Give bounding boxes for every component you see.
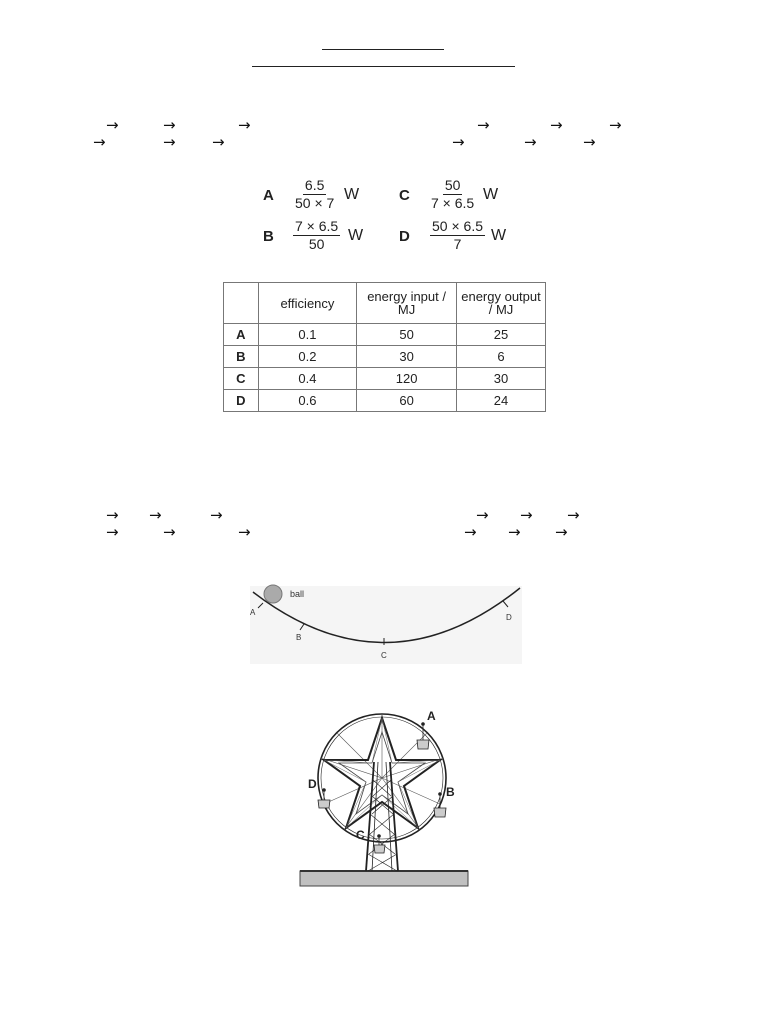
arrow-icon: → <box>106 523 119 541</box>
fraction-numerator: 7 × 6.5 <box>295 218 339 234</box>
row-label: D <box>224 390 259 412</box>
table-cell: 0.1 <box>258 324 356 346</box>
table-row <box>224 390 546 412</box>
table-header-cell <box>357 283 457 324</box>
fraction-denominator: 7 × 6.5 <box>431 195 475 211</box>
gondola-b <box>434 794 446 817</box>
title-rule-short <box>322 49 444 50</box>
arrow-icon: → <box>212 133 225 151</box>
arrow-icon: → <box>555 523 568 541</box>
table-row <box>224 324 546 346</box>
table-header-row <box>224 283 546 324</box>
fraction-denominator: 50 × 7 <box>295 195 335 211</box>
fraction-numerator: 50 <box>444 177 461 193</box>
table-row <box>224 346 546 368</box>
point-label-b: B <box>296 633 302 642</box>
fraction-numerator: 50 × 6.5 <box>432 218 483 234</box>
row-label: C <box>224 368 259 390</box>
option-unit: W <box>344 186 360 203</box>
arrow-icon: → <box>524 133 537 151</box>
ground <box>300 871 468 886</box>
table-cell: 30 <box>357 346 457 368</box>
point-label-c: C <box>356 828 365 842</box>
ferris-wheel-diagram <box>290 700 480 890</box>
table-header-cell: efficiency <box>258 283 356 324</box>
fraction-numerator: 6.5 <box>304 177 325 193</box>
option-unit: W <box>491 227 507 244</box>
point-marker <box>377 834 381 838</box>
arrow-icon: → <box>163 133 176 151</box>
option-fraction <box>430 219 485 252</box>
table-cell: 0.4 <box>258 368 356 390</box>
arrow-icon: → <box>508 523 521 541</box>
point-marker <box>322 788 326 792</box>
arrow-icon: → <box>106 506 119 524</box>
header-line: energy output / MJ <box>461 289 541 317</box>
option-fraction <box>295 178 334 211</box>
arrow-icon: → <box>210 506 223 524</box>
point-label-a: A <box>250 608 256 617</box>
point-label-a: A <box>427 709 436 723</box>
arrow-icon: → <box>163 116 176 134</box>
fraction-denominator: 50 <box>308 236 325 252</box>
point-marker <box>421 722 425 726</box>
option-letter: D <box>399 228 410 245</box>
point-label-b: B <box>446 785 455 799</box>
arrow-icon: → <box>452 133 465 151</box>
table-cell: 120 <box>357 368 457 390</box>
row-label: A <box>224 324 259 346</box>
row-label: B <box>224 346 259 368</box>
ball-label: ball <box>290 589 305 599</box>
arrow-icon: → <box>163 523 176 541</box>
table-cell: 60 <box>357 390 457 412</box>
arrow-icon: → <box>464 523 477 541</box>
arrow-icon: → <box>476 506 489 524</box>
option-fraction <box>431 178 474 211</box>
table-cell: 0.6 <box>258 390 356 412</box>
arrow-icon: → <box>520 506 533 524</box>
table-cell: 0.2 <box>258 346 356 368</box>
arrow-icon: → <box>149 506 162 524</box>
arrow-icon: → <box>550 116 563 134</box>
track-diagram <box>240 580 530 670</box>
table-cell: 50 <box>357 324 457 346</box>
point-label-d: D <box>506 613 512 622</box>
arrow-icon: → <box>609 116 622 134</box>
arrow-icon: → <box>93 133 106 151</box>
efficiency-table <box>223 282 546 412</box>
table-cell: 6 <box>457 346 546 368</box>
table-cell: 25 <box>457 324 546 346</box>
arrow-icon: → <box>238 523 251 541</box>
arrow-icon: → <box>583 133 596 151</box>
table-cell: 24 <box>457 390 546 412</box>
header-line: energy input / MJ <box>367 289 446 317</box>
ball-icon <box>264 585 282 603</box>
fraction-denominator: 7 <box>453 236 462 252</box>
option-unit: W <box>483 186 499 203</box>
option-fraction <box>293 219 340 252</box>
point-label-c: C <box>381 651 387 660</box>
table-header-cell <box>224 283 259 324</box>
arrow-icon: → <box>567 506 580 524</box>
option-letter: B <box>263 228 274 245</box>
point-label-d: D <box>308 777 317 791</box>
table-header-cell <box>457 283 546 324</box>
arrow-icon: → <box>477 116 490 134</box>
option-letter: A <box>263 187 274 204</box>
gondola-a <box>417 724 429 749</box>
point-marker <box>438 792 442 796</box>
title-rule-long <box>252 66 515 67</box>
arrow-icon: → <box>238 116 251 134</box>
option-letter: C <box>399 187 410 204</box>
arrow-icon: → <box>106 116 119 134</box>
option-unit: W <box>348 227 364 244</box>
table-row <box>224 368 546 390</box>
table-cell: 30 <box>457 368 546 390</box>
